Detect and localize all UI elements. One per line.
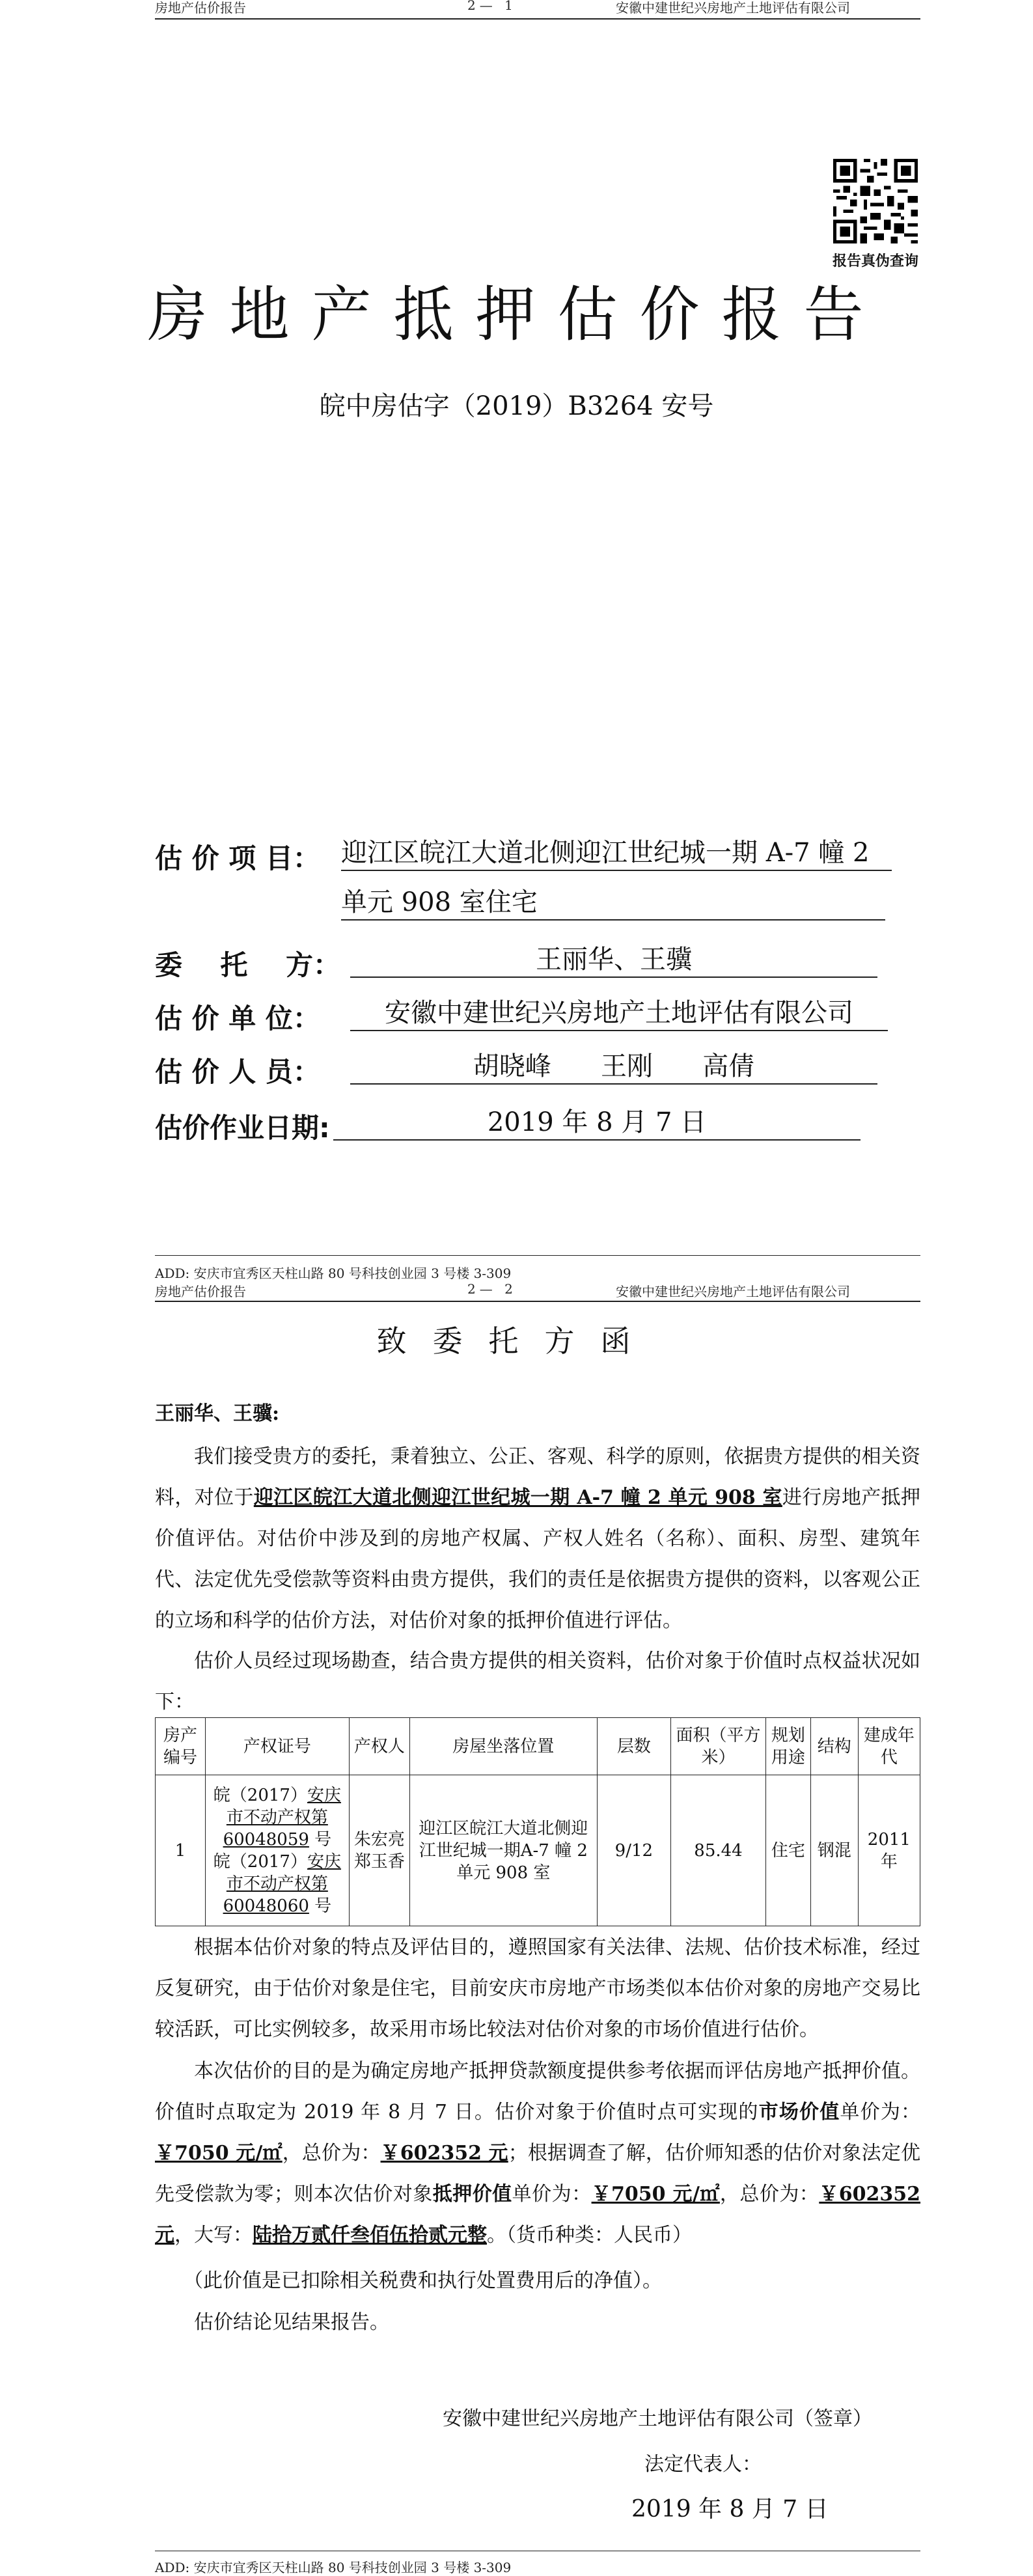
field-value-work-date: 2019 年 8 月 7 日 bbox=[333, 1105, 861, 1141]
page1-header-right: 安徽中建世纪兴房地产土地评估有限公司 bbox=[616, 0, 850, 16]
page1-footer-address: ADD: 安庆市宜秀区天柱山路 80 号科技创业园 3 号楼 3-309 bbox=[155, 1266, 512, 1281]
qr-code-icon[interactable] bbox=[833, 159, 918, 243]
signature-company: 安徽中建世纪兴房地产土地评估有限公司（签章） bbox=[443, 2407, 872, 2430]
cell-location: 迎江区皖江大道北侧迎江世纪城一期A-7 幢 2 单元 908 室 bbox=[409, 1775, 597, 1926]
page1-footer-rule bbox=[155, 1255, 920, 1256]
table-header: 结构 bbox=[810, 1718, 858, 1775]
report-title: 房地产抵押估价报告 bbox=[147, 280, 886, 350]
letter-title: 致委托方函 bbox=[376, 1323, 657, 1359]
page1-header-rule bbox=[155, 18, 920, 20]
table-header: 规划用途 bbox=[765, 1718, 810, 1775]
page1-header-number: 2— 1 bbox=[467, 0, 517, 13]
letter-addressee: 王丽华、王骥: bbox=[155, 1402, 280, 1425]
paragraph-valuation: 本次估价的目的是为确定房地产抵押贷款额度提供参考依据而评估房地产抵押价值。价值时点取定为 2019 年 8 月 7 日。估价对象于价值时点可实现的市场价值单价为：￥7050 元/㎡，总价为：￥602352 元；根据调查了解，估价师知悉的估价对象法定优先受偿款为零；则本次估价对象抵押价值单价为：￥7050 元/㎡，总价为：￥602352 元，大写：陆拾万贰仟叁佰伍拾贰元整。（货币种类：人民币） bbox=[155, 2060, 921, 2247]
qr-label: 报告真伪查询 bbox=[832, 253, 918, 270]
page2-header-number: 2— 2 bbox=[467, 1281, 517, 1297]
field-value-appraiser-org: 安徽中建世纪兴房地产土地评估有限公司 bbox=[350, 996, 888, 1031]
cell-structure: 钢混 bbox=[810, 1775, 858, 1926]
cell-owner: 朱宏亮郑玉香 bbox=[349, 1775, 409, 1926]
market-unit-price: ￥7050 元/㎡ bbox=[155, 2142, 282, 2165]
field-value-client: 王丽华、王骥 bbox=[350, 943, 877, 978]
field-label-appraisers: 估 价 人 员： bbox=[155, 1056, 320, 1088]
table-header: 面积（平方米） bbox=[671, 1718, 766, 1775]
page2-header-right: 安徽中建世纪兴房地产土地评估有限公司 bbox=[616, 1284, 850, 1299]
field-label-work-date: 估价作业日期: bbox=[155, 1112, 330, 1144]
field-label-project: 估 价 项 目： bbox=[155, 842, 320, 874]
report-number: 皖中房估字（2019）B3264 安号 bbox=[319, 391, 714, 421]
paragraph-conclusion: 估价结论见结果报告。 bbox=[194, 2311, 389, 2334]
page1-header-left: 房地产估价报告 bbox=[155, 0, 246, 16]
property-address: 迎江区皖江大道北侧迎江世纪城一期 A-7 幢 2 单元 908 室 bbox=[253, 1486, 782, 1509]
page2-footer-address: ADD: 安庆市宜秀区天柱山路 80 号科技创业园 3 号楼 3-309 bbox=[155, 2560, 512, 2575]
cell-no: 1 bbox=[156, 1775, 206, 1926]
cell-area: 85.44 bbox=[671, 1775, 766, 1926]
field-label-client: 委 托 方： bbox=[155, 949, 340, 981]
table-header: 产权证号 bbox=[205, 1718, 349, 1775]
mortgage-unit-price: ￥7050 元/㎡ bbox=[591, 2183, 720, 2206]
cell-floors: 9/12 bbox=[597, 1775, 670, 1926]
cell-use: 住宅 bbox=[765, 1775, 810, 1926]
cell-year: 2011 年 bbox=[858, 1775, 920, 1926]
property-table bbox=[155, 1717, 920, 1926]
mortgage-total-price: ￥602352 元 bbox=[155, 2183, 921, 2247]
table-header: 房产编号 bbox=[156, 1718, 206, 1775]
field-value-project-line1: 迎江区皖江大道北侧迎江世纪城一期 A-7 幢 2 bbox=[341, 836, 892, 871]
table-header: 层数 bbox=[597, 1718, 670, 1775]
page2-header-left: 房地产估价报告 bbox=[155, 1284, 246, 1299]
field-label-appraiser-org: 估 价 单 位： bbox=[155, 1003, 320, 1034]
paragraph-survey: 估价人员经过现场勘查，结合贵方提供的相关资料，估价对象于价值时点权益状况如下： bbox=[155, 1650, 920, 1713]
page2-header-rule bbox=[155, 1301, 920, 1302]
signature-date: 2019 年 8 月 7 日 bbox=[631, 2496, 829, 2523]
table-header: 产权人 bbox=[349, 1718, 409, 1775]
field-value-appraisers: 胡晓峰 王刚 高倩 bbox=[350, 1049, 877, 1085]
table-row bbox=[156, 1775, 920, 1926]
market-total-price: ￥602352 元 bbox=[380, 2142, 508, 2165]
paragraph-intro: 我们接受贵方的委托，秉着独立、公正、客观、科学的原则，依据贵方提供的相关资料，对位于迎江区皖江大道北侧迎江世纪城一期 A-7 幢 2 单元 908 室进行房地产抵押价值评估。对估价中涉及到的房地产权属、产权人姓名（名称）、面积、房型、建筑年代、法定优先受偿款等资料由贵方提供，我们的责任是依据贵方提供的资料，以客观公正的立场和科学的估价方法，对估价对象的抵押价值进行评估。 bbox=[155, 1445, 921, 1632]
paragraph-method: 根据本估价对象的特点及评估目的，遵照国家有关法律、法规、估价技术标准，经过反复研究，由于估价对象是住宅，目前安庆市房地产市场类似本估价对象的房地产交易比较活跃，可比实例较多，故采用市场比较法对估价对象的市场价值进行估价。 bbox=[155, 1936, 920, 2041]
signature-legal-rep: 法定代表人： bbox=[644, 2453, 762, 2476]
table-header-row bbox=[156, 1718, 920, 1775]
amount-in-words: 陆拾万贰仟叁佰伍拾贰元整 bbox=[253, 2224, 487, 2247]
table-header: 房屋坐落位置 bbox=[409, 1718, 597, 1775]
table-header: 建成年代 bbox=[858, 1718, 920, 1775]
cell-cert: 皖（2017）安庆市不动产权第 60048059 号 皖（2017）安庆市不动产权第 60048060 号 bbox=[205, 1775, 349, 1926]
field-value-project-line2: 单元 908 室住宅 bbox=[341, 885, 885, 921]
paragraph-net-value: （此价值是已扣除相关税费和执行处置费用后的净值）。 bbox=[184, 2269, 662, 2292]
